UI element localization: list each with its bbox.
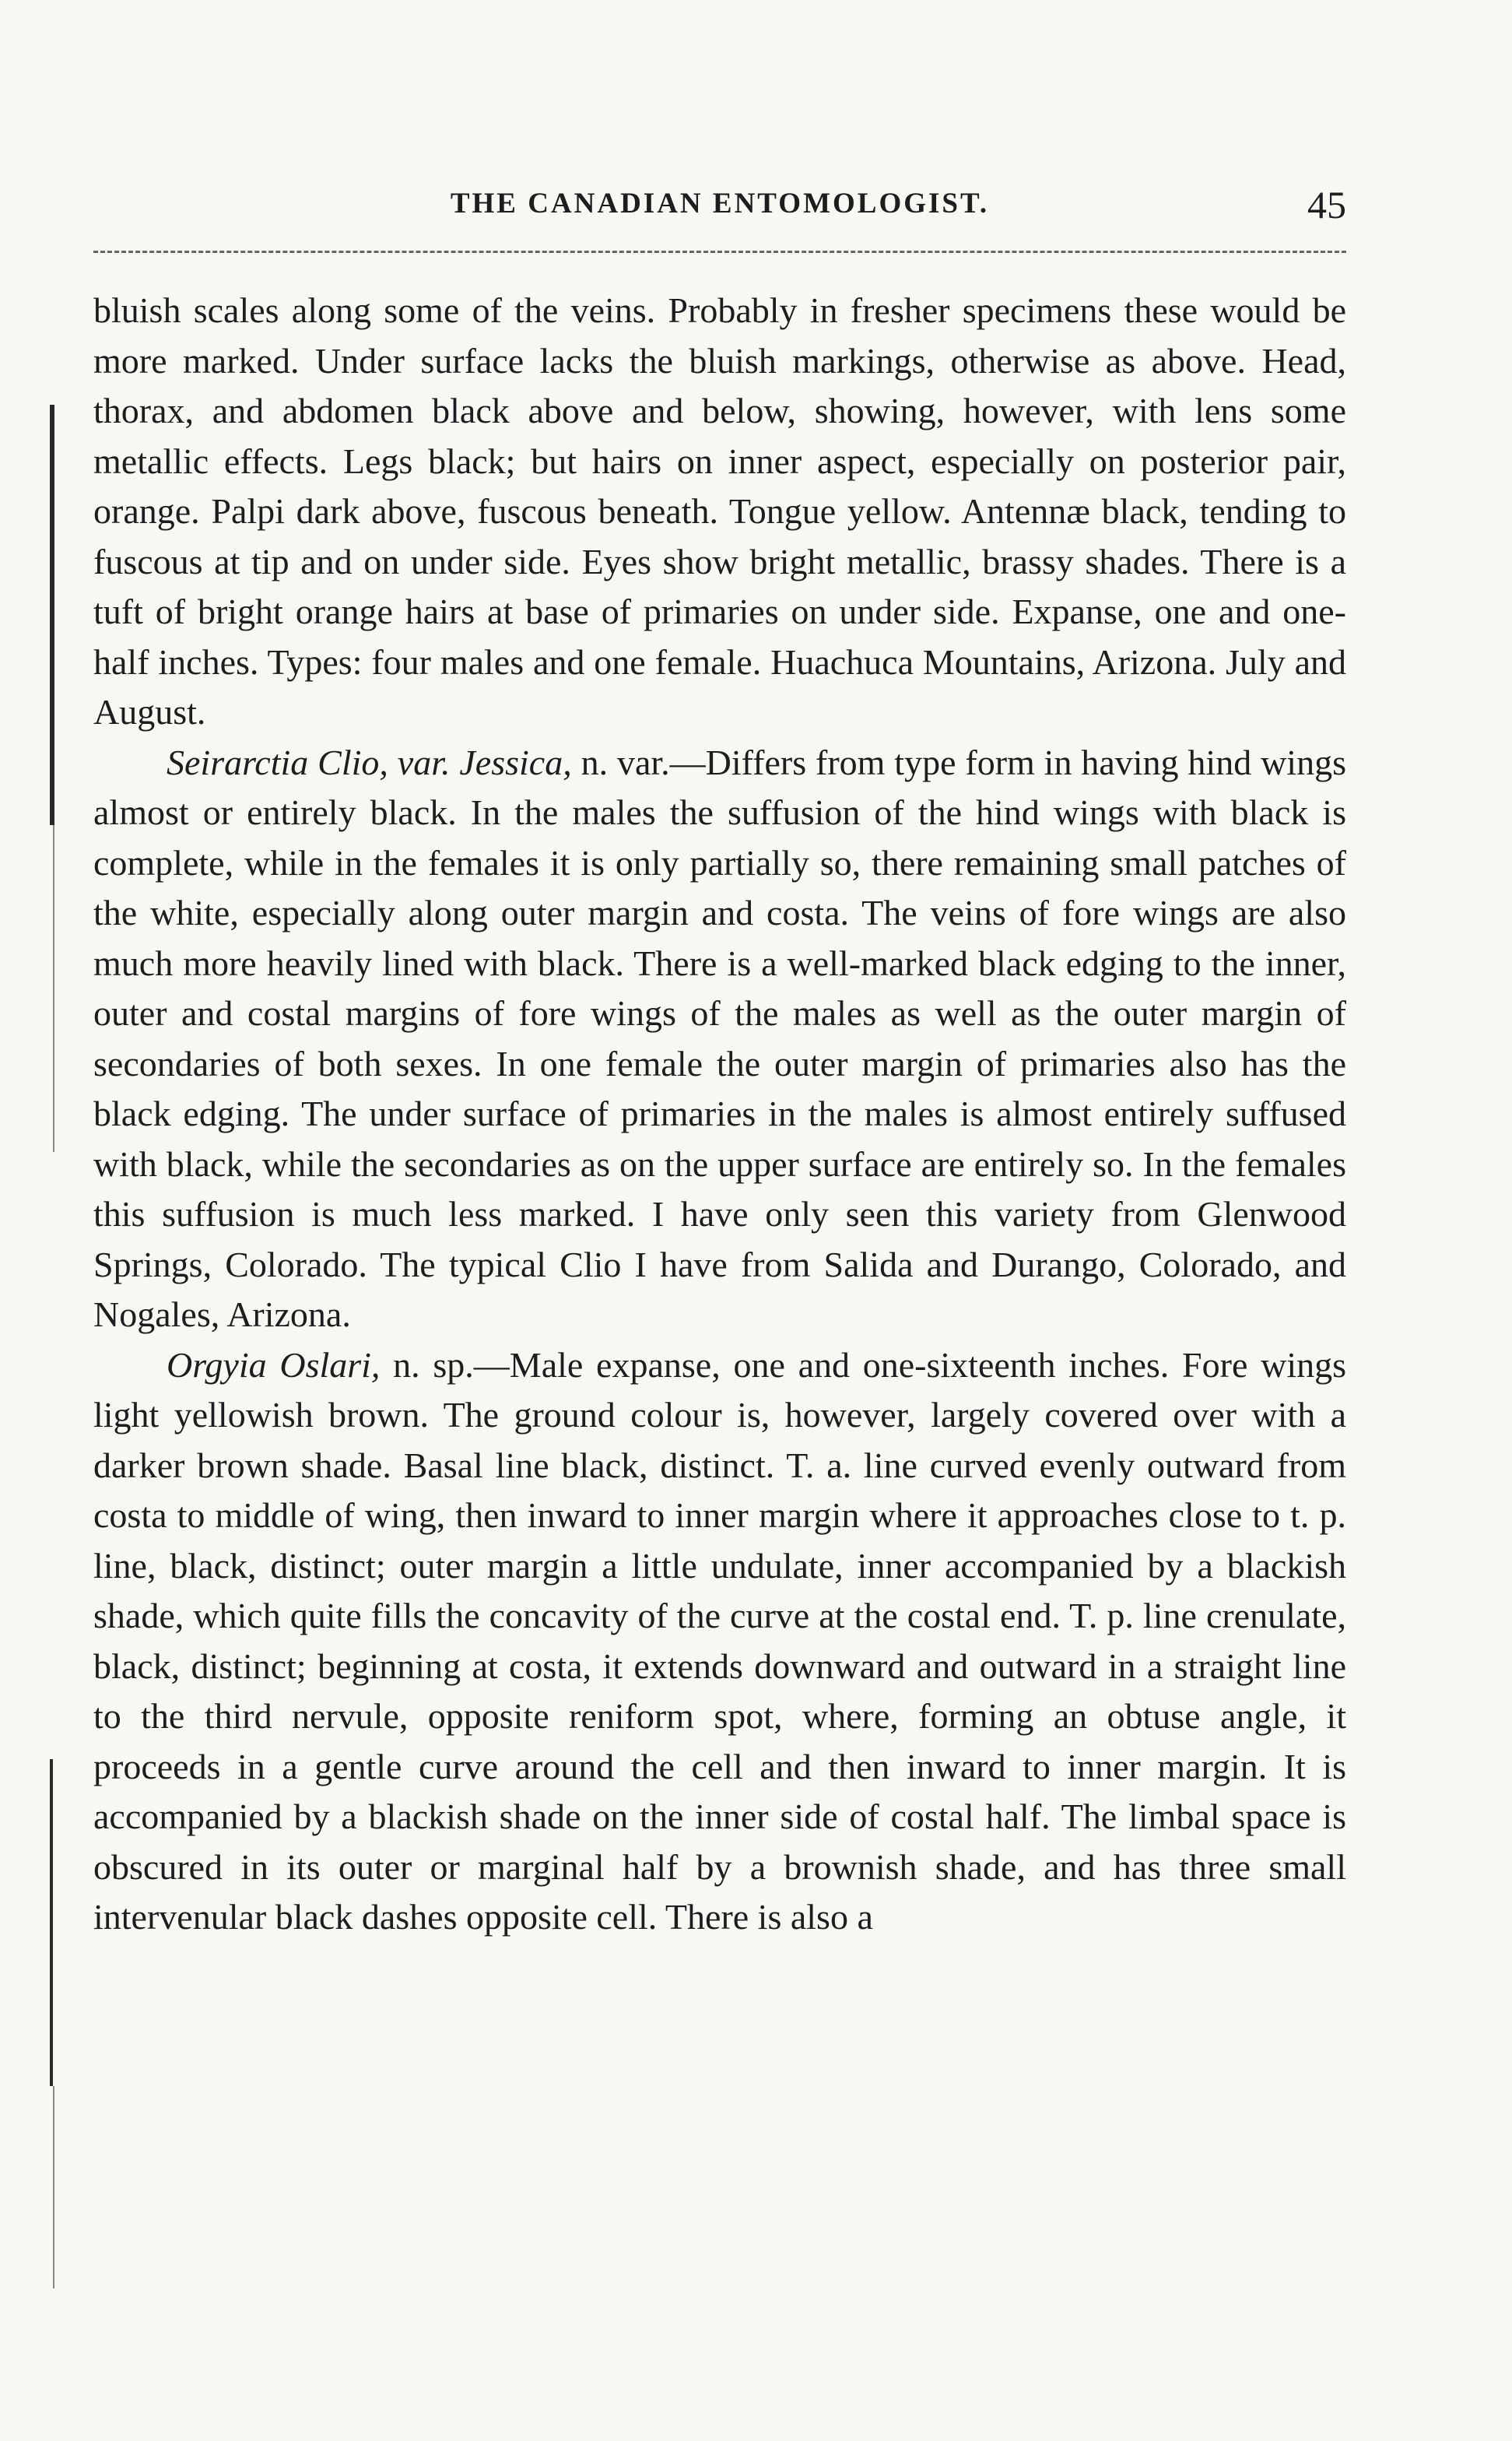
margin-mark-lower	[50, 1759, 53, 2086]
species-name-orgyia: Orgyia Oslari,	[167, 1344, 381, 1385]
header-rule	[93, 251, 1346, 253]
page	[93, 183, 1346, 1943]
journal-title: THE CANADIAN ENTOMOLOGIST.	[450, 188, 990, 220]
paragraph-1	[93, 286, 1346, 738]
paragraph-3-text: n. sp.—Male expanse, one and one-sixteenth inches. Fore wings light yellowish brown. The ground colour is, however, largely covered over with a darker brown shade. Basal line black, distinct. T. a. line curved evenly outward from costa to middle of wing, then inward to inner margin where it approaches close to t. p. line, black, distinct; outer margin a little undulate, inner accompanied by a blackish shade, which quite fills the concavity of the curve at the costal end. T. p. line crenulate, black, distinct; beginning at costa, it extends downward and outward in a straight line to the third nervule, opposite reniform spot, where, forming an obtuse angle, it proceeds in a gentle curve around the cell and then inward to inner margin. It is accompanied by a blackish shade on the inner side of costal half. The limbal space is obscured in its outer or marginal half by a brownish shade, and has three small intervenular black dashes opposite cell. There is also a	[93, 1344, 1346, 1937]
margin-mark-upper	[50, 405, 54, 825]
species-name-seirarctia: Seirarctia Clio, var. Jessica,	[167, 742, 572, 782]
running-header	[93, 183, 1346, 234]
margin-mark-bottom	[53, 2086, 54, 2288]
margin-mark-middle	[53, 825, 54, 1152]
body-text	[93, 286, 1346, 1943]
paragraph-3	[93, 1340, 1346, 1943]
paragraph-1-text: bluish scales along some of the veins. Probably in fresher specimens these would be more marked. Under surface lacks the bluish markings, otherwise as above. Head, thorax, and abdomen black above and below, showing, however, with lens some metallic effects. Legs black; but hairs on inner aspect, especially on posterior pair, orange. Palpi dark above, fuscous beneath. Tongue yellow. Antennæ black, tending to fuscous at tip and on under side. Eyes show bright metallic, brassy shades. There is a tuft of bright orange hairs at base of primaries on under side. Expanse, one and one-half inches. Types: four males and one female. Huachuca Mountains, Arizona. July and August.	[93, 290, 1346, 732]
paragraph-2	[93, 738, 1346, 1340]
page-number: 45	[1307, 183, 1346, 227]
paragraph-2-text: n. var.—Differs from type form in having hind wings almost or entirely black. In the males the suffusion of the hind wings with black is complete, while in the females it is only partially so, there remaining small patches of the white, especially along outer margin and costa. The veins of fore wings are also much more heavily lined with black. There is a well-marked black edging to the inner, outer and costal margins of fore wings of the males as well as the outer margin of secondaries of both sexes. In one female the outer margin of primaries also has the black edging. The under surface of primaries in the males is almost entirely suffused with black, while the secondaries as on the upper surface are entirely so. In the females this suffusion is much less marked. I have only seen this variety from Glenwood Springs, Colorado. The typical Clio I have from Salida and Durango, Colorado, and Nogales, Arizona.	[93, 742, 1346, 1334]
